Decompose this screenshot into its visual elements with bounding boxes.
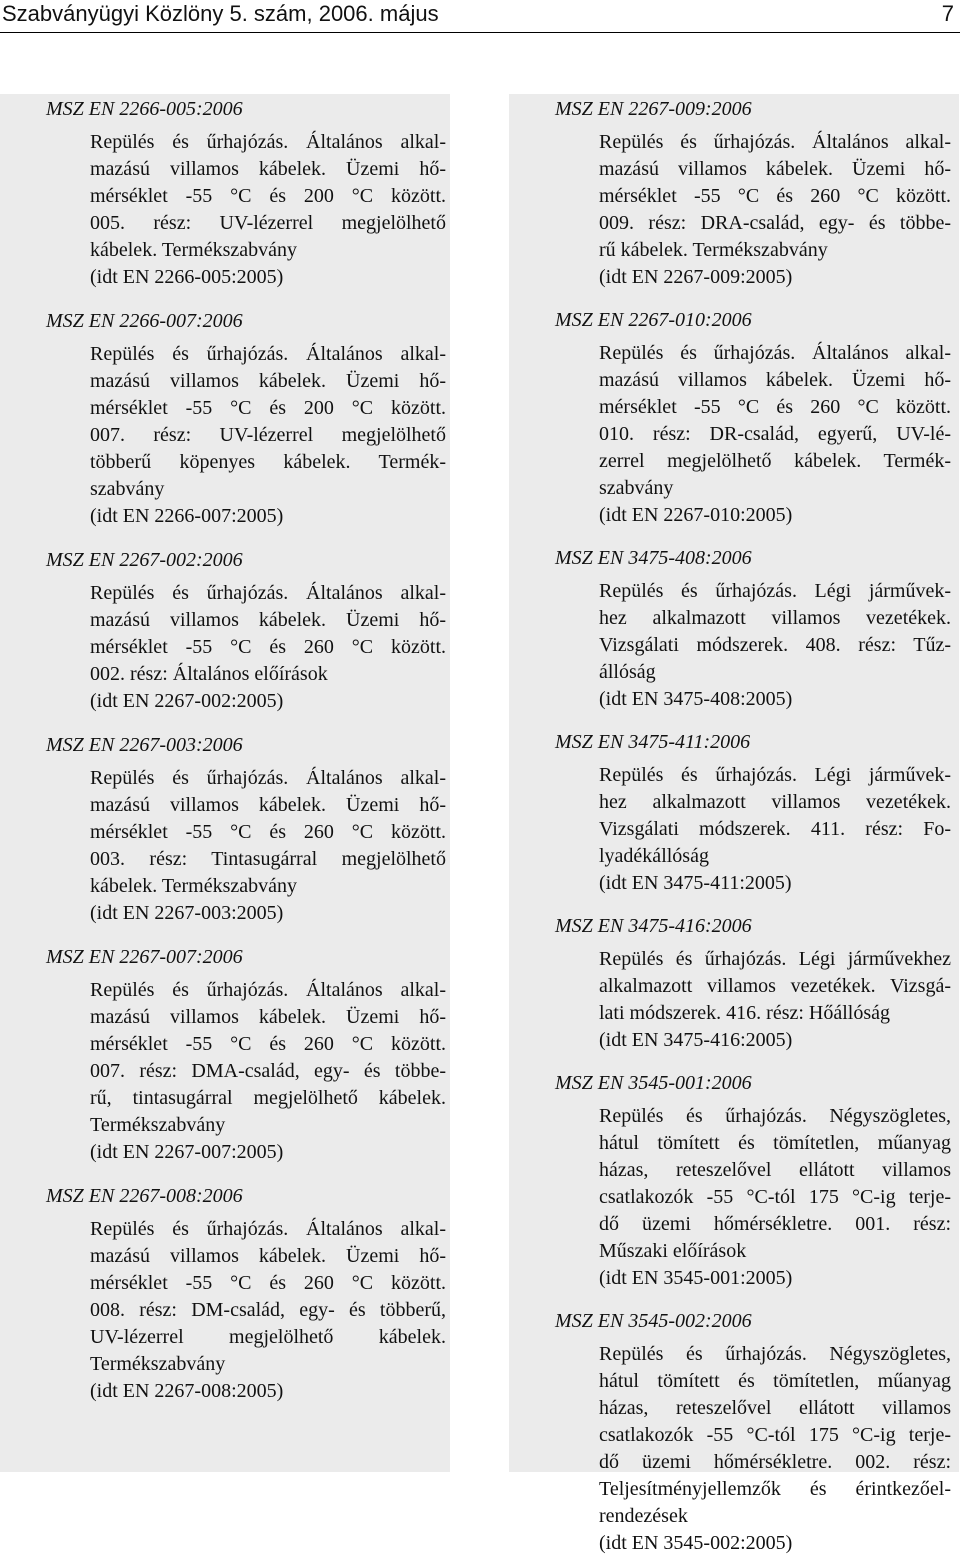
title-line: Repülés és űrhajózás. Légi járművekhez <box>599 948 951 970</box>
page-header <box>0 0 960 28</box>
standard-title <box>599 946 951 1027</box>
standard-entry <box>46 732 450 927</box>
standard-entry <box>555 913 959 1054</box>
standard-number: MSZ EN 2266-005:2006 <box>46 98 243 120</box>
title-line: mazású villamos kábelek. Üzemi hő- <box>599 369 951 391</box>
standard-title <box>90 765 446 900</box>
standard-number: MSZ EN 2267-003:2006 <box>46 734 243 756</box>
identical-standard: (idt EN 2267-010:2005) <box>599 504 793 526</box>
title-line: hez alkalmazott villamos vezetékek. <box>599 607 951 629</box>
title-line: hátul tömített és tömítetlen, műanyag <box>599 1370 951 1392</box>
identical-standard: (idt EN 3475-408:2005) <box>599 688 793 710</box>
title-line: mazású villamos kábelek. Üzemi hő- <box>90 1245 446 1267</box>
standard-title <box>599 762 951 870</box>
title-line: Repülés és űrhajózás. Általános alkal- <box>90 131 446 153</box>
title-line: 010. rész: DR-család, egyerű, UV-lé- <box>599 423 951 445</box>
title-line: Teljesítményjellemzők és érintkezőel- <box>599 1478 951 1500</box>
title-line: lyadékállóság <box>599 845 709 867</box>
title-line: Vizsgálati módszerek. 408. rész: Tűz- <box>599 634 951 656</box>
title-line: 007. rész: DMA-család, egy- és többe- <box>90 1060 446 1082</box>
standard-entry <box>555 1308 959 1557</box>
title-line: mazású villamos kábelek. Üzemi hő- <box>599 158 951 180</box>
page-number: 7 <box>941 1 954 26</box>
standard-entry <box>555 729 959 897</box>
title-line: Repülés és űrhajózás. Általános alkal- <box>90 979 446 1001</box>
standard-title <box>90 1216 446 1378</box>
standard-entry <box>555 545 959 713</box>
header-rule <box>0 32 960 33</box>
title-line: kábelek. Termékszabvány <box>90 875 298 897</box>
standard-number: MSZ EN 2266-007:2006 <box>46 310 243 332</box>
title-line: csatlakozók -55 °C-tól 175 °C-ig terje- <box>599 1186 951 1208</box>
title-line: mazású villamos kábelek. Üzemi hő- <box>90 158 446 180</box>
title-line: 002. rész: Általános előírások <box>90 663 328 685</box>
title-line: mérséklet -55 °C és 260 °C között. <box>90 1272 446 1294</box>
standard-entry <box>46 96 450 291</box>
title-line: Repülés és űrhajózás. Általános alkal- <box>90 343 446 365</box>
title-line: Műszaki előírások <box>599 1240 747 1262</box>
journal-title: Szabványügyi Közlöny 5. szám, 2006. május <box>2 1 439 26</box>
identical-standard: (idt EN 2266-007:2005) <box>90 505 284 527</box>
standard-number: MSZ EN 3475-416:2006 <box>555 915 752 937</box>
standard-entry <box>555 307 959 529</box>
standard-title <box>599 578 951 686</box>
title-line: állóság <box>599 661 656 683</box>
title-line: Termékszabvány <box>90 1114 226 1136</box>
title-line: Repülés és űrhajózás. Általános alkal- <box>90 767 446 789</box>
title-line: szabvány <box>599 477 674 499</box>
title-line: dő üzemi hőmérsékletre. 001. rész: <box>599 1213 951 1235</box>
standard-title <box>90 129 446 264</box>
title-line: csatlakozók -55 °C-tól 175 °C-ig terje- <box>599 1424 951 1446</box>
title-line: mazású villamos kábelek. Üzemi hő- <box>90 794 446 816</box>
standard-entry <box>46 308 450 530</box>
title-line: mazású villamos kábelek. Üzemi hő- <box>90 370 446 392</box>
right-column <box>509 94 959 1554</box>
title-line: Repülés és űrhajózás. Általános alkal- <box>599 131 951 153</box>
title-line: mérséklet -55 °C és 260 °C között. <box>90 1033 446 1055</box>
title-line: mérséklet -55 °C és 260 °C között. <box>599 185 951 207</box>
title-line: Repülés és űrhajózás. Általános alkal- <box>90 582 446 604</box>
title-line: UV-lézerrel megjelölhető kábelek. <box>90 1326 446 1348</box>
title-line: Repülés és űrhajózás. Négyszögletes, <box>599 1343 951 1365</box>
standard-number: MSZ EN 3475-408:2006 <box>555 547 752 569</box>
title-line: mazású villamos kábelek. Üzemi hő- <box>90 1006 446 1028</box>
standard-number: MSZ EN 2267-008:2006 <box>46 1185 243 1207</box>
title-line: Vizsgálati módszerek. 411. rész: Fo- <box>599 818 951 840</box>
title-line: többerű köpenyes kábelek. Termék- <box>90 451 446 473</box>
title-line: mérséklet -55 °C és 200 °C között. <box>90 397 446 419</box>
standard-title <box>90 977 446 1139</box>
title-line: hez alkalmazott villamos vezetékek. <box>599 791 951 813</box>
identical-standard: (idt EN 2267-007:2005) <box>90 1141 284 1163</box>
title-line: zerrel megjelölhető kábelek. Termék- <box>599 450 951 472</box>
title-line: mérséklet -55 °C és 260 °C között. <box>90 636 446 658</box>
identical-standard: (idt EN 3475-411:2005) <box>599 872 792 894</box>
standard-number: MSZ EN 3475-411:2006 <box>555 731 751 753</box>
title-line: kábelek. Termékszabvány <box>90 239 298 261</box>
standard-number: MSZ EN 3545-002:2006 <box>555 1310 752 1332</box>
title-line: mérséklet -55 °C és 260 °C között. <box>90 821 446 843</box>
standard-number: MSZ EN 2267-002:2006 <box>46 549 243 571</box>
standard-title <box>599 129 951 264</box>
identical-standard: (idt EN 3475-416:2005) <box>599 1029 793 1051</box>
title-line: Repülés és űrhajózás. Általános alkal- <box>599 342 951 364</box>
standard-entry <box>46 547 450 715</box>
title-line: mérséklet -55 °C és 260 °C között. <box>599 396 951 418</box>
standard-entry <box>46 944 450 1166</box>
identical-standard: (idt EN 3545-001:2005) <box>599 1267 793 1289</box>
title-line: dő üzemi hőmérsékletre. 002. rész: <box>599 1451 951 1473</box>
title-line: Repülés és űrhajózás. Általános alkal- <box>90 1218 446 1240</box>
title-line: rű kábelek. Termékszabvány <box>599 239 828 261</box>
identical-standard: (idt EN 3545-002:2005) <box>599 1532 793 1554</box>
standard-title <box>599 1341 951 1530</box>
title-line: Repülés és űrhajózás. Légi járművek- <box>599 764 951 786</box>
standard-entry <box>555 96 959 291</box>
title-line: lati módszerek. 416. rész: Hőállóság <box>599 1002 891 1024</box>
title-line: 005. rész: UV-lézerrel megjelölhető <box>90 212 446 234</box>
title-line: 009. rész: DRA-család, egy- és többe- <box>599 212 951 234</box>
title-line: hátul tömített és tömítetlen, műanyag <box>599 1132 951 1154</box>
identical-standard: (idt EN 2266-005:2005) <box>90 266 284 288</box>
title-line: rű, tintasugárral megjelölhető kábelek. <box>90 1087 446 1109</box>
standard-title <box>599 340 951 502</box>
left-column <box>0 94 450 1472</box>
standard-number: MSZ EN 2267-009:2006 <box>555 98 752 120</box>
title-line: 007. rész: UV-lézerrel megjelölhető <box>90 424 446 446</box>
standard-title <box>90 341 446 503</box>
standard-title <box>599 1103 951 1265</box>
title-line: 008. rész: DM-család, egy- és többerű, <box>90 1299 446 1321</box>
identical-standard: (idt EN 2267-009:2005) <box>599 266 793 288</box>
title-line: házas, reteszelővel ellátott villamos <box>599 1159 951 1181</box>
title-line: Repülés és űrhajózás. Négyszögletes, <box>599 1105 951 1127</box>
standard-number: MSZ EN 3545-001:2006 <box>555 1072 752 1094</box>
standard-entry <box>46 1183 450 1405</box>
identical-standard: (idt EN 2267-008:2005) <box>90 1380 284 1402</box>
title-line: Repülés és űrhajózás. Légi járművek- <box>599 580 951 602</box>
title-line: szabvány <box>90 478 165 500</box>
identical-standard: (idt EN 2267-003:2005) <box>90 902 284 924</box>
title-line: Termékszabvány <box>90 1353 226 1375</box>
standard-number: MSZ EN 2267-007:2006 <box>46 946 243 968</box>
standard-entry <box>555 1070 959 1292</box>
title-line: mazású villamos kábelek. Üzemi hő- <box>90 609 446 631</box>
title-line: alkalmazott villamos vezetékek. Vizsgá- <box>599 975 951 997</box>
title-line: 003. rész: Tintasugárral megjelölhető <box>90 848 446 870</box>
title-line: rendezések <box>599 1505 688 1527</box>
standard-number: MSZ EN 2267-010:2006 <box>555 309 752 331</box>
title-line: házas, reteszelővel ellátott villamos <box>599 1397 951 1419</box>
standard-title <box>90 580 446 688</box>
title-line: mérséklet -55 °C és 200 °C között. <box>90 185 446 207</box>
identical-standard: (idt EN 2267-002:2005) <box>90 690 284 712</box>
